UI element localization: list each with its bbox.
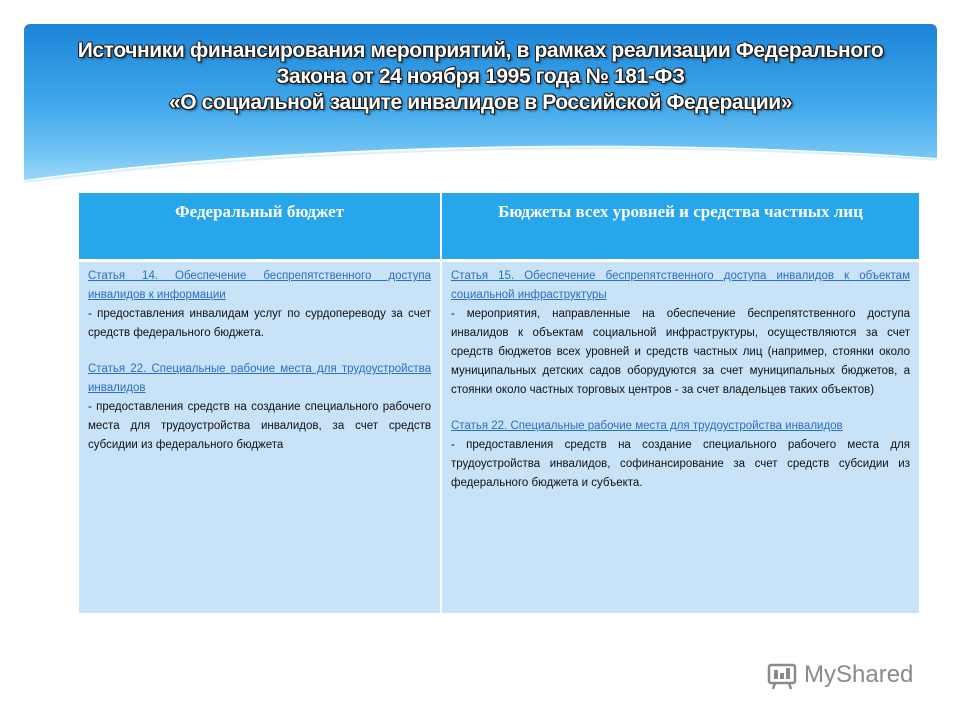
title-line-2: Закона от 24 ноября 1995 года № 181-ФЗ — [276, 65, 685, 88]
all-budgets-cell — [441, 261, 919, 614]
funding-table — [79, 193, 919, 613]
article-15-text: - мероприятия, направленные на обеспечение беспрепятственного доступа инвалидов к объектам социальной инфраструктуры, осуществляются за счет средств бюджетов всех уровней и средств частных лиц (например, стоянки около муниципальных детских садов оборудуются за счет муниципальных бюджетов, а стоянки около частных торговых центров - за счет владельцев таких объектов) — [451, 308, 910, 396]
table-header-row — [79, 193, 919, 261]
article-22-text: - предоставления средств на создание специального рабочего места для трудоустройства инвалидов, за счет средств субсидии из федерального бюджета — [88, 401, 431, 451]
table-row — [79, 261, 919, 614]
title-line-3: «О социальной защите инвалидов в Российской Федерации» — [168, 91, 793, 114]
article-14-text: - предоставления инвалидам услуг по сурдопереводу за счет средств федерального бюджета. — [88, 308, 431, 339]
article-22-link[interactable]: Статья 22. Специальные рабочие места для трудоустройства инвалидов — [88, 363, 431, 394]
article-22-text-right: - предоставления средств на создание специального рабочего места для трудоустройства инвалидов, софинансирование за счет средств субсидии из федерального бюджета и субъекта. — [451, 439, 910, 489]
watermark-text: MyShared — [804, 661, 914, 688]
banner-wave-decoration — [24, 140, 937, 200]
article-15-link[interactable]: Статья 15. Обеспечение беспрепятственного доступа инвалидов к объектам социальной инфраструктуры — [451, 270, 910, 301]
myshared-logo-icon — [766, 658, 800, 692]
federal-budget-cell — [79, 261, 441, 614]
article-14-link[interactable]: Статья 14. Обеспечение беспрепятственного доступа инвалидов к информации — [88, 270, 431, 301]
page-title — [24, 38, 937, 116]
article-22-link-right[interactable]: Статья 22. Специальные рабочие места для трудоустройства инвалидов — [451, 420, 843, 432]
title-line-1: Источники финансирования мероприятий, в рамках реализации Федерального — [77, 39, 884, 62]
column-header-federal-budget: Федеральный бюджет — [79, 193, 441, 261]
myshared-watermark — [766, 655, 913, 695]
column-header-all-budgets: Бюджеты всех уровней и средства частных лиц — [441, 193, 919, 261]
